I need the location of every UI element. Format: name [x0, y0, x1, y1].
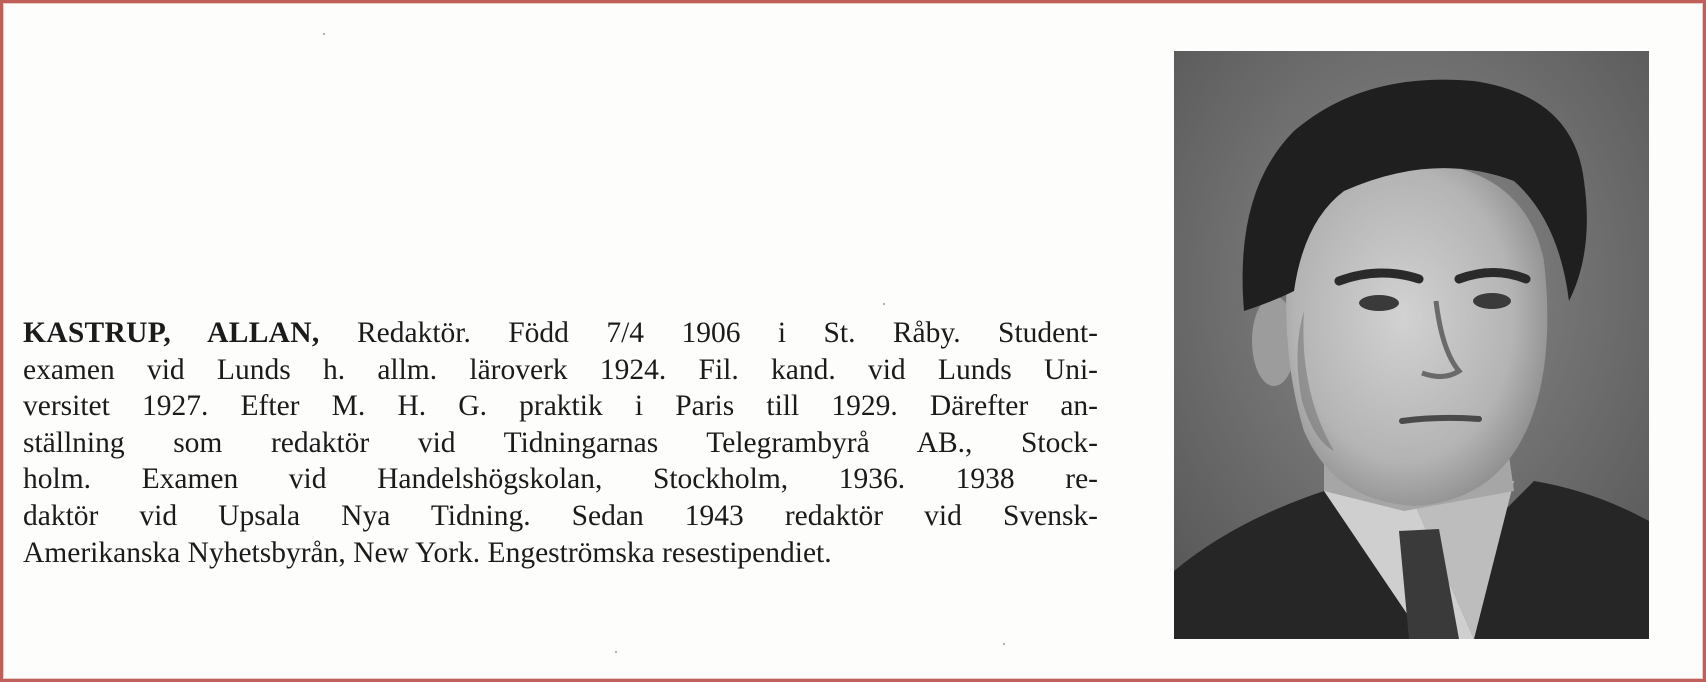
entry-text-1: Redaktör. Född 7/4 1906 i St. Råby. Student-: [319, 317, 1098, 349]
entry-line-5: holm. Examen vid Handelshögskolan, Stockholm, 1936. 1938 re-: [23, 463, 1098, 496]
paper-speck: [615, 651, 617, 653]
entry-line-2: examen vid Lunds h. allm. läroverk 1924. Fil. kand. vid Lunds Uni-: [23, 353, 1098, 386]
paper-speck: [1003, 643, 1005, 645]
entry-line-6: daktör vid Upsala Nya Tidning. Sedan 1943 redaktör vid Svensk-: [23, 499, 1098, 532]
entry-line-4: ställning som redaktör vid Tidningarnas Telegrambyrå AB., Stock-: [23, 426, 1098, 459]
portrait-illustration: [1174, 51, 1649, 639]
person-name: KASTRUP, ALLAN,: [23, 317, 320, 349]
entry-line-3: versitet 1927. Efter M. H. G. praktik i Paris till 1929. Därefter an-: [23, 390, 1098, 423]
paper-speck: [323, 33, 325, 35]
paper-speck: [883, 303, 885, 305]
biography-entry: [23, 315, 1098, 571]
portrait-photo: [1174, 51, 1649, 639]
entry-line-1: [23, 315, 1098, 352]
entry-line-7: Amerikanska Nyhetsbyrån, New York. Engeströmska resestipendiet.: [23, 536, 832, 569]
